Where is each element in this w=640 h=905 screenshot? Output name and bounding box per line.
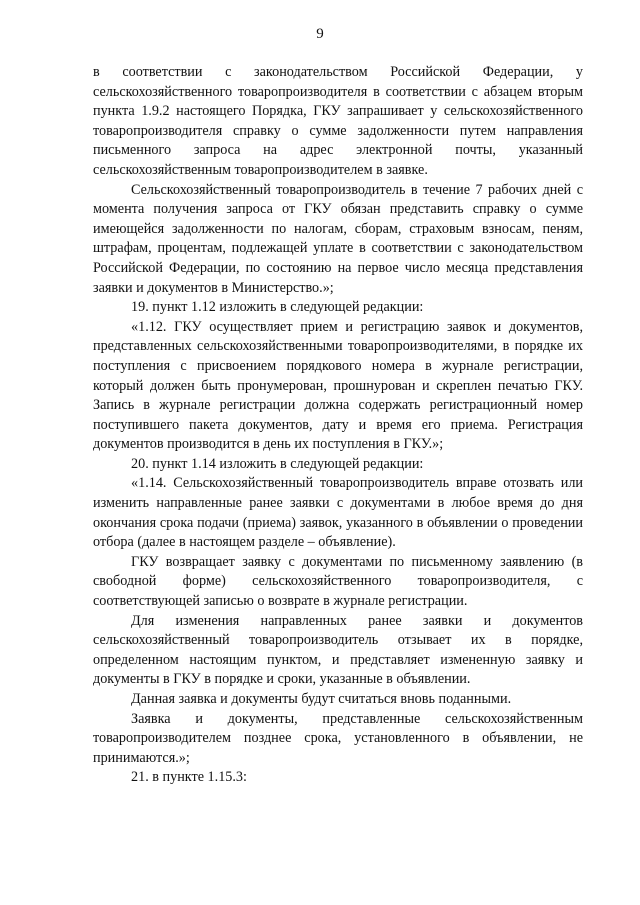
paragraph: 19. пункт 1.12 изложить в следующей редакции: [131,299,424,316]
paragraph: «1.14. Сельскохозяйственный товаропроизводитель вправе отозвать или изменить направленные ранее заявки с документами в любое время до дня окончания срока подачи (приема) заявок, указанного в объявлении о проведении отбора (далее в настоящем разделе – объявление). [93,475,583,551]
paragraph: Для изменения направленных ранее заявки и документов сельскохозяйственный товаропроизводитель отзывает их в порядке, определенном настоящим пунктом, и представляет измененную заявку и документы в ГКУ в порядке и сроки, указанные в объявлении. [93,612,583,688]
paragraph: в соответствии с законодательством Российской Федерации, у сельскохозяйственного товаропроизводителя в соответствии с абзацем вторым пункта 1.9.2 настоящего Порядка, ГКУ запрашивает у сельскохозяйственного товаропроизводителя справку о сумме задолженности путем направления письменного запроса на адрес электронной почты, указанный сельскохозяйственным товаропроизводителем в заявке. [93,64,583,178]
document-body [93,63,583,788]
paragraph: Сельскохозяйственный товаропроизводитель в течение 7 рабочих дней с момента получения запроса от ГКУ обязан представить справку о сумме имеющейся задолженности по налогам, сборам, страховым взносам, пеням, штрафам, процентам, подлежащей уплате в соответствии с законодательством Российской Федерации, по состоянию на первое число месяца представления заявки и документов в Министерство.»; [93,181,583,296]
paragraph: Заявка и документы, представленные сельскохозяйственным товаропроизводителем позднее срока, установленного в объявлении, не принимаются.»; [93,710,583,766]
paragraph: ГКУ возвращает заявку с документами по письменному заявлению (в свободной форме) сельскохозяйственного товаропроизводителя, с соответствующей записью о возврате в журнале регистрации. [93,553,583,610]
paragraph: «1.12. ГКУ осуществляет прием и регистрацию заявок и документов, представленных сельскохозяйственными товаропроизводителями, в порядке их поступления с присвоением порядкового номера в журнале регистрации, который должен быть пронумерован, прошнурован и скреплен печатью ГКУ. Запись в журнале регистрации должна содержать регистрационный номер поступившего пакета документов, дату и время его приема. Регистрация документов производится в день их поступления в ГКУ.»; [93,318,583,453]
paragraph: 21. в пункте 1.15.3: [131,769,247,786]
paragraph: Данная заявка и документы будут считаться вновь поданными. [131,691,512,707]
page-number: 9 [316,26,324,42]
paragraph: 20. пункт 1.14 изложить в следующей редакции: [131,455,424,472]
